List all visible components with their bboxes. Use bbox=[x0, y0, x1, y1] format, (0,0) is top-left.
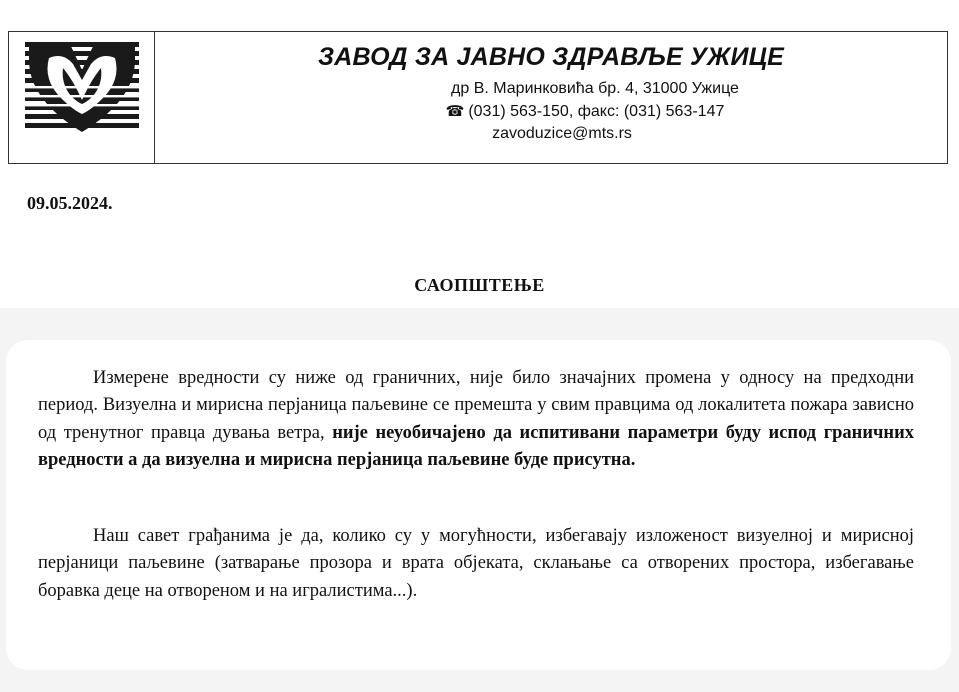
telephone-icon: ☎ bbox=[445, 103, 465, 120]
paragraph-2-text: Наш савет грађанима је да, колико су у могућности, избегавају изложеност визуелној и мирисној перјаници паљевине (затварање прозора и врата објеката, склањање са отворених простора, избегавање боравка деце на отвореном и на игралистима...). bbox=[38, 526, 914, 601]
logo-cell bbox=[9, 32, 155, 163]
postal-address: др В. Маринковића бр. 4, 31000 Ужице bbox=[451, 80, 739, 97]
letterhead-text bbox=[155, 32, 947, 163]
email-address: zavoduzice@mts.rs bbox=[492, 125, 632, 142]
paragraph-1-bold: није неуобичајено да испитивани параметри буду испод граничних вредности а да визуелна и мирисна перјаница паљевине буде присутна. bbox=[38, 422, 914, 470]
document-title: САОПШТЕЊЕ bbox=[414, 275, 545, 295]
organization-name: ЗАВОД ЗА ЈАВНО ЗДРАВЉЕ УЖИЦЕ bbox=[317, 43, 785, 71]
letterhead bbox=[8, 31, 948, 164]
paragraph-2 bbox=[38, 523, 914, 605]
phone-fax-line bbox=[223, 102, 947, 121]
institute-logo-icon bbox=[23, 40, 141, 134]
paragraph-1-regular: Измерене вредности су ниже од граничних, није било значајних промена у односу на предходни период. Визуелна и мирисна перјаница паљевине се премешта у свим правцима од локалитета пожара зависно од тренутног правца дувања ветра, bbox=[38, 368, 914, 443]
document-date: 09.05.2024. bbox=[27, 193, 113, 213]
phone-fax: (031) 563-150, факс: (031) 563-147 bbox=[468, 103, 725, 120]
paragraph-1 bbox=[38, 365, 914, 474]
